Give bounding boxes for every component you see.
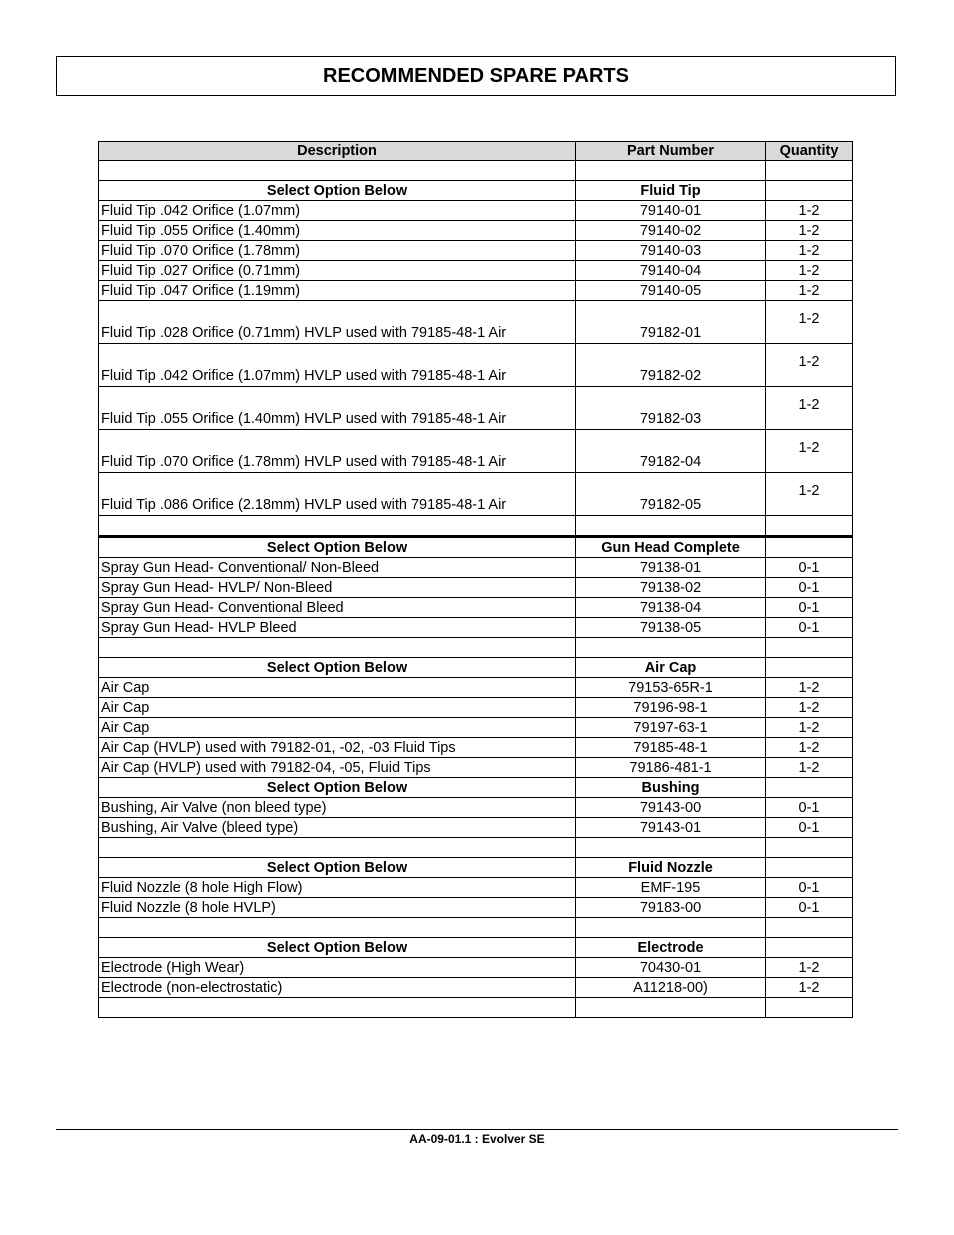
blank-row — [99, 161, 853, 181]
row-quantity: 0-1 — [766, 578, 853, 598]
section-header-fluid-tip — [99, 181, 853, 201]
section-label: Fluid Tip — [576, 181, 766, 201]
row-description: Fluid Tip .055 Orifice (1.40mm) — [99, 221, 576, 241]
table-row — [99, 221, 853, 241]
row-quantity: 0-1 — [766, 798, 853, 818]
footer-document-id: AA-09-01.1 : Evolver SE — [409, 1132, 545, 1146]
row-quantity: 1-2 — [766, 201, 853, 221]
section-header-fluid-nozzle — [99, 858, 853, 878]
table-row — [99, 261, 853, 281]
row-description: Fluid Tip .042 Orifice (1.07mm) HVLP used with 79185-48-1 Air — [99, 344, 576, 387]
select-option-label: Select Option Below — [99, 658, 576, 678]
select-option-label: Select Option Below — [99, 858, 576, 878]
row-part-number: 79183-00 — [576, 898, 766, 918]
row-quantity: 1-2 — [766, 221, 853, 241]
row-description: Fluid Tip .055 Orifice (1.40mm) HVLP used with 79185-48-1 Air — [99, 387, 576, 430]
row-quantity: 0-1 — [766, 898, 853, 918]
row-quantity: 1-2 — [766, 698, 853, 718]
blank-row — [99, 638, 853, 658]
table-row — [99, 301, 853, 344]
section-label: Electrode — [576, 938, 766, 958]
row-part-number: 79182-03 — [576, 387, 766, 430]
row-part-number: 79143-00 — [576, 798, 766, 818]
footer-divider — [56, 1129, 898, 1130]
table-row — [99, 578, 853, 598]
table-row — [99, 978, 853, 998]
blank-row — [99, 516, 853, 537]
table-row — [99, 958, 853, 978]
row-description: Fluid Tip .027 Orifice (0.71mm) — [99, 261, 576, 281]
row-quantity: 0-1 — [766, 598, 853, 618]
header-description: Description — [99, 142, 576, 161]
section-label: Gun Head Complete — [576, 537, 766, 558]
row-part-number: 79140-03 — [576, 241, 766, 261]
row-quantity: 1-2 — [766, 301, 853, 344]
row-description: Spray Gun Head- HVLP Bleed — [99, 618, 576, 638]
table-row — [99, 430, 853, 473]
row-quantity: 1-2 — [766, 738, 853, 758]
row-description: Fluid Tip .047 Orifice (1.19mm) — [99, 281, 576, 301]
row-quantity: 0-1 — [766, 558, 853, 578]
row-part-number: 79140-02 — [576, 221, 766, 241]
row-description: Spray Gun Head- Conventional/ Non-Bleed — [99, 558, 576, 578]
section-label: Fluid Nozzle — [576, 858, 766, 878]
table-row — [99, 878, 853, 898]
table-row — [99, 344, 853, 387]
row-part-number: 79153-65R-1 — [576, 678, 766, 698]
row-part-number: 70430-01 — [576, 958, 766, 978]
row-description: Fluid Nozzle (8 hole High Flow) — [99, 878, 576, 898]
table-row — [99, 618, 853, 638]
row-part-number: 79140-04 — [576, 261, 766, 281]
table-row — [99, 598, 853, 618]
table-row — [99, 798, 853, 818]
row-part-number: 79138-05 — [576, 618, 766, 638]
table-header-row — [99, 142, 853, 161]
row-description: Air Cap — [99, 718, 576, 738]
row-description: Fluid Nozzle (8 hole HVLP) — [99, 898, 576, 918]
row-quantity: 0-1 — [766, 618, 853, 638]
row-description: Air Cap (HVLP) used with 79182-04, -05, Fluid Tips — [99, 758, 576, 778]
row-quantity: 0-1 — [766, 878, 853, 898]
header-part-number: Part Number — [576, 142, 766, 161]
row-description: Air Cap (HVLP) used with 79182-01, -02, -03 Fluid Tips — [99, 738, 576, 758]
blank-row — [99, 998, 853, 1018]
row-description: Bushing, Air Valve (bleed type) — [99, 818, 576, 838]
row-part-number: 79182-02 — [576, 344, 766, 387]
row-description: Spray Gun Head- Conventional Bleed — [99, 598, 576, 618]
header-quantity: Quantity — [766, 142, 853, 161]
page-title-box — [56, 56, 896, 96]
table-row — [99, 558, 853, 578]
row-description: Air Cap — [99, 698, 576, 718]
table-row — [99, 738, 853, 758]
row-description: Spray Gun Head- HVLP/ Non-Bleed — [99, 578, 576, 598]
row-part-number: 79186-481-1 — [576, 758, 766, 778]
row-part-number: 79182-01 — [576, 301, 766, 344]
row-part-number: 79185-48-1 — [576, 738, 766, 758]
row-quantity: 1-2 — [766, 430, 853, 473]
row-quantity: 1-2 — [766, 281, 853, 301]
row-quantity: 1-2 — [766, 473, 853, 516]
table-row — [99, 698, 853, 718]
section-header-gun-head — [99, 537, 853, 558]
row-part-number: 79138-02 — [576, 578, 766, 598]
section-label: Air Cap — [576, 658, 766, 678]
table-row — [99, 898, 853, 918]
select-option-label: Select Option Below — [99, 181, 576, 201]
row-description: Air Cap — [99, 678, 576, 698]
table-row — [99, 678, 853, 698]
row-quantity: 0-1 — [766, 818, 853, 838]
row-description: Electrode (High Wear) — [99, 958, 576, 978]
row-quantity: 1-2 — [766, 387, 853, 430]
row-part-number: 79143-01 — [576, 818, 766, 838]
table-row — [99, 281, 853, 301]
row-quantity: 1-2 — [766, 678, 853, 698]
table-row — [99, 387, 853, 430]
table-row — [99, 201, 853, 221]
blank-row — [99, 918, 853, 938]
row-description: Electrode (non-electrostatic) — [99, 978, 576, 998]
select-option-label: Select Option Below — [99, 537, 576, 558]
section-header-bushing — [99, 778, 853, 798]
row-quantity: 1-2 — [766, 958, 853, 978]
row-quantity: 1-2 — [766, 241, 853, 261]
row-part-number: 79196-98-1 — [576, 698, 766, 718]
row-description: Fluid Tip .042 Orifice (1.07mm) — [99, 201, 576, 221]
row-description: Fluid Tip .070 Orifice (1.78mm) — [99, 241, 576, 261]
section-header-electrode — [99, 938, 853, 958]
row-quantity: 1-2 — [766, 758, 853, 778]
section-header-air-cap — [99, 658, 853, 678]
row-part-number: 79197-63-1 — [576, 718, 766, 738]
table-row — [99, 241, 853, 261]
row-part-number: EMF-195 — [576, 878, 766, 898]
section-label: Bushing — [576, 778, 766, 798]
row-description: Fluid Tip .028 Orifice (0.71mm) HVLP used with 79185-48-1 Air — [99, 301, 576, 344]
select-option-label: Select Option Below — [99, 778, 576, 798]
row-description: Bushing, Air Valve (non bleed type) — [99, 798, 576, 818]
table-row — [99, 758, 853, 778]
row-quantity: 1-2 — [766, 718, 853, 738]
row-description: Fluid Tip .086 Orifice (2.18mm) HVLP used with 79185-48-1 Air — [99, 473, 576, 516]
page-title: RECOMMENDED SPARE PARTS — [323, 64, 629, 87]
table-row — [99, 473, 853, 516]
row-quantity: 1-2 — [766, 344, 853, 387]
row-description: Fluid Tip .070 Orifice (1.78mm) HVLP used with 79185-48-1 Air — [99, 430, 576, 473]
row-part-number: 79182-05 — [576, 473, 766, 516]
row-part-number: 79140-05 — [576, 281, 766, 301]
row-part-number: 79140-01 — [576, 201, 766, 221]
row-part-number: 79138-04 — [576, 598, 766, 618]
row-quantity: 1-2 — [766, 261, 853, 281]
select-option-label: Select Option Below — [99, 938, 576, 958]
row-part-number: 79138-01 — [576, 558, 766, 578]
row-part-number: 79182-04 — [576, 430, 766, 473]
blank-row — [99, 838, 853, 858]
row-part-number: A11218-00) — [576, 978, 766, 998]
spare-parts-table — [98, 141, 853, 1018]
row-quantity: 1-2 — [766, 978, 853, 998]
table-row — [99, 718, 853, 738]
table-row — [99, 818, 853, 838]
